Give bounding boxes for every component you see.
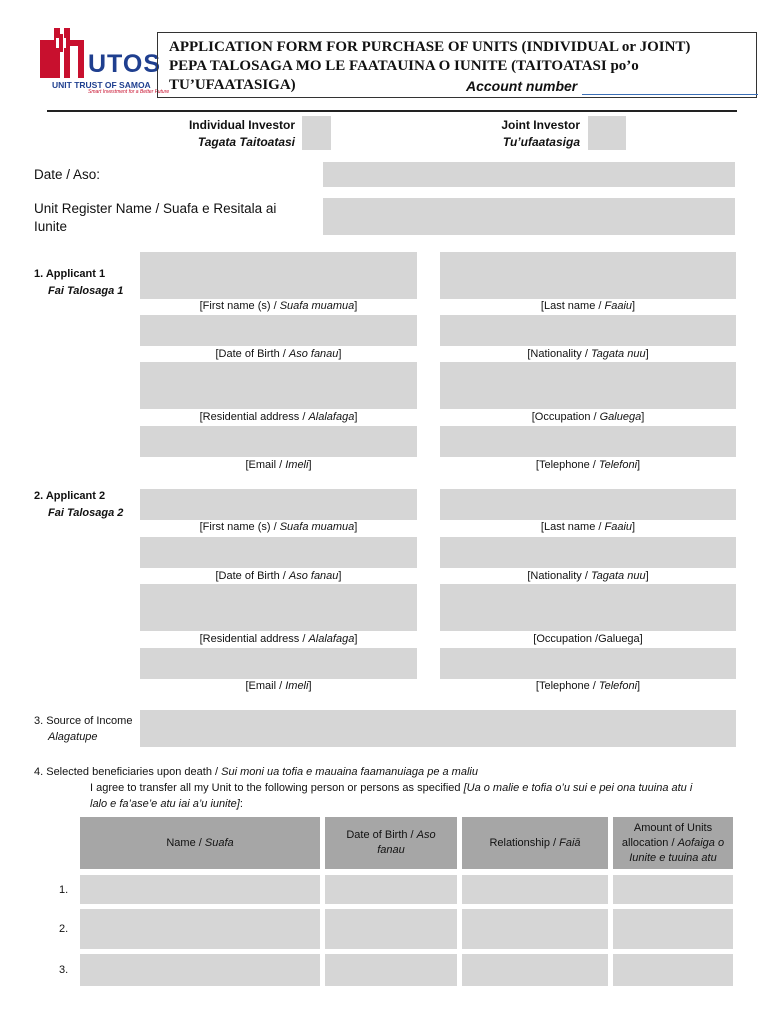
applicant-2-email-field[interactable] xyxy=(140,648,417,679)
col-header-amount: Amount of Units allocation / Aofaiga o Iunite e tuuina atu xyxy=(613,817,733,869)
applicant-1-telephone-label: [Telephone / Telefoni] xyxy=(535,459,641,471)
applicant-1-subtitle: Fai Talosaga 1 xyxy=(48,285,124,297)
applicant-1-email-field[interactable] xyxy=(140,426,417,457)
applicant-2-address-field[interactable] xyxy=(140,584,417,631)
applicant-2-dob-label: [Date of Birth / Aso fanau] xyxy=(215,570,342,582)
applicant-2-nationality-field[interactable] xyxy=(440,537,736,568)
beneficiary-2-amount-field[interactable] xyxy=(613,909,733,949)
title-box xyxy=(157,32,757,98)
beneficiary-2-name-field[interactable] xyxy=(80,909,320,949)
joint-investor-checkbox[interactable] xyxy=(588,116,626,150)
table-row-number: 2. xyxy=(59,923,69,935)
account-number-field[interactable] xyxy=(582,94,758,95)
individual-investor-checkbox[interactable] xyxy=(302,116,331,150)
applicant-2-last-name-field[interactable] xyxy=(440,489,736,520)
beneficiary-3-relationship-field[interactable] xyxy=(462,954,608,986)
applicant-1-nationality-field[interactable] xyxy=(440,315,736,346)
logo-subtitle: UNIT TRUST OF SAMOA xyxy=(52,80,151,90)
applicant-1-last-name-field[interactable] xyxy=(440,252,736,299)
date-field[interactable] xyxy=(323,162,735,187)
table-row-number: 1. xyxy=(59,884,69,896)
applicant-2-first-name-label: [First name (s) / Suafa muamua] xyxy=(199,521,358,533)
applicant-2-telephone-field[interactable] xyxy=(440,648,736,679)
applicant-2-email-label: [Email / Imeli] xyxy=(245,680,312,692)
income-subtitle: Alagatupe xyxy=(48,731,98,743)
account-number-label: Account number xyxy=(466,78,578,94)
form-title-line-2: PEPA TALOSAGA MO LE FAATAUINA O IUNITE (TAITOATASI po’o xyxy=(169,58,639,74)
applicant-1-last-name-label: [Last name / Faaiu] xyxy=(540,300,636,312)
col-header-name: Name / Suafa xyxy=(80,817,320,869)
applicant-1-dob-label: [Date of Birth / Aso fanau] xyxy=(215,348,342,360)
applicant-1-occupation-label: [Occupation / Galuega] xyxy=(531,411,645,423)
applicant-2-address-label: [Residential address / Alalafaga] xyxy=(199,633,358,645)
date-label: Date / Aso: xyxy=(34,167,101,182)
applicant-1-dob-field[interactable] xyxy=(140,315,417,346)
income-title: 3. Source of Income xyxy=(34,715,133,727)
unit-register-label-2: Iunite xyxy=(34,219,68,234)
applicant-1-telephone-field[interactable] xyxy=(440,426,736,457)
beneficiaries-text-1: I agree to transfer all my Unit to the following person or persons as specified [Ua o malie e tofia o’u sui e pei ona tuuina atu i xyxy=(90,782,693,794)
joint-investor-label: Joint Investor xyxy=(501,118,580,132)
applicant-2-nationality-label: [Nationality / Tagata nuu] xyxy=(527,570,649,582)
logo-tagline: Smart Investment for a Better Future xyxy=(88,89,170,95)
individual-investor-label: Individual Investor xyxy=(188,118,295,132)
applicant-2-occupation-field[interactable] xyxy=(440,584,736,631)
applicant-2-last-name-label: [Last name / Faaiu] xyxy=(540,521,636,533)
beneficiary-1-relationship-field[interactable] xyxy=(462,875,608,904)
beneficiary-2-relationship-field[interactable] xyxy=(462,909,608,949)
joint-investor-sublabel: Tu’ufaatasiga xyxy=(502,135,580,149)
col-header-relationship: Relationship / Faiā xyxy=(462,817,608,869)
header-divider xyxy=(47,110,737,112)
applicant-2-title: 2. Applicant 2 xyxy=(34,490,106,502)
beneficiary-1-name-field[interactable] xyxy=(80,875,320,904)
applicant-2-dob-field[interactable] xyxy=(140,537,417,568)
applicant-1-first-name-field[interactable] xyxy=(140,252,417,299)
beneficiaries-text-2: lalo e fa’ase’e atu iai a’u iunite]: xyxy=(90,798,243,810)
beneficiary-1-dob-field[interactable] xyxy=(325,875,457,904)
applicant-1-nationality-label: [Nationality / Tagata nuu] xyxy=(527,348,649,360)
form-title-line-1: APPLICATION FORM FOR PURCHASE OF UNITS (INDIVIDUAL or JOINT) xyxy=(169,39,691,55)
beneficiary-3-name-field[interactable] xyxy=(80,954,320,986)
applicant-2-first-name-field[interactable] xyxy=(140,489,417,520)
beneficiary-3-dob-field[interactable] xyxy=(325,954,457,986)
form-title-line-3: TU’UFAATASIGA) xyxy=(169,77,296,93)
logo-brand: UTOS xyxy=(88,50,161,78)
applicant-1-title: 1. Applicant 1 xyxy=(34,268,106,280)
applicant-1-occupation-field[interactable] xyxy=(440,362,736,409)
applicant-2-telephone-label: [Telephone / Telefoni] xyxy=(535,680,641,692)
applicant-1-address-label: [Residential address / Alalafaga] xyxy=(199,411,358,423)
table-row-number: 3. xyxy=(59,964,69,976)
beneficiaries-title: 4. Selected beneficiaries upon death / Sui moni ua tofia e mauaina faamanuiaga pe a maliu xyxy=(34,766,478,778)
utos-logo xyxy=(38,28,170,98)
applicant-2-subtitle: Fai Talosaga 2 xyxy=(48,507,124,519)
beneficiary-2-dob-field[interactable] xyxy=(325,909,457,949)
income-source-field[interactable] xyxy=(140,710,736,747)
individual-investor-sublabel: Tagata Taitoatasi xyxy=(197,135,295,149)
beneficiary-3-amount-field[interactable] xyxy=(613,954,733,986)
applicant-2-occupation-label: [Occupation /Galuega] xyxy=(533,633,643,645)
col-header-dob: Date of Birth / Aso fanau xyxy=(325,817,457,869)
unit-register-label-1: Unit Register Name / Suafa e Resitala ai xyxy=(34,201,277,216)
beneficiary-1-amount-field[interactable] xyxy=(613,875,733,904)
applicant-1-address-field[interactable] xyxy=(140,362,417,409)
unit-register-name-field[interactable] xyxy=(323,198,735,235)
applicant-1-email-label: [Email / Imeli] xyxy=(245,459,312,471)
applicant-1-first-name-label: [First name (s) / Suafa muamua] xyxy=(199,300,358,312)
